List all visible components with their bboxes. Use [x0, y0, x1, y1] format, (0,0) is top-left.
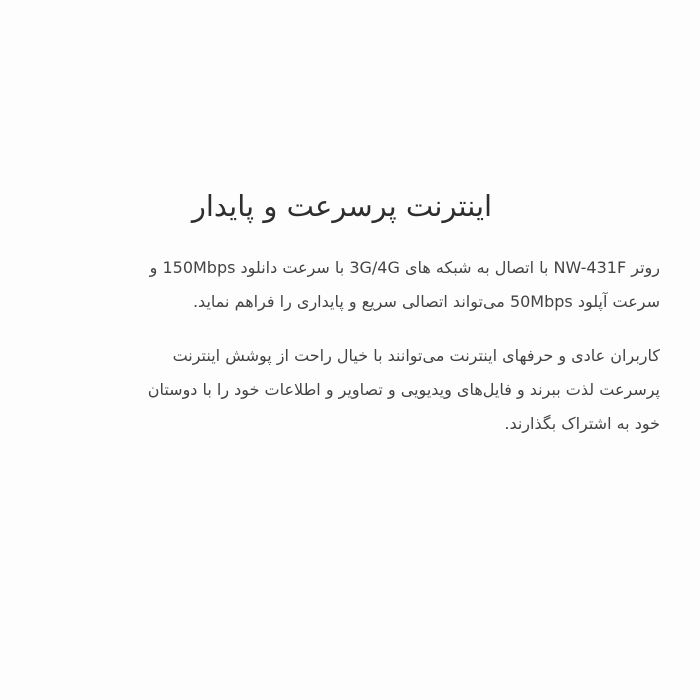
paragraph-line: پرسرعت لذت ببرند و فایل‌های ویدیویی و تصاویر و اطلاعات خود را با دوستان — [147, 380, 660, 399]
paragraph-line: روتر NW-431F با اتصال به شبکه های 3G/4G با سرعت دانلود 150Mbps و — [149, 258, 660, 277]
paragraph-router-speed — [24, 251, 660, 319]
paragraph-line: سرعت آپلود 50Mbps می‌تواند اتصالی سریع و پایداری را فراهم نماید. — [192, 292, 660, 311]
paragraph-line: کاربران عادی و حرفهای اینترنت می‌توانند با خیال راحت از پوشش اینترنت — [172, 346, 660, 365]
article-title: اینترنت پرسرعت و پایدار — [191, 189, 493, 223]
paragraph-users — [24, 339, 660, 441]
article-content — [24, 178, 660, 441]
paragraph-line: خود به اشتراک بگذارند. — [504, 414, 660, 433]
